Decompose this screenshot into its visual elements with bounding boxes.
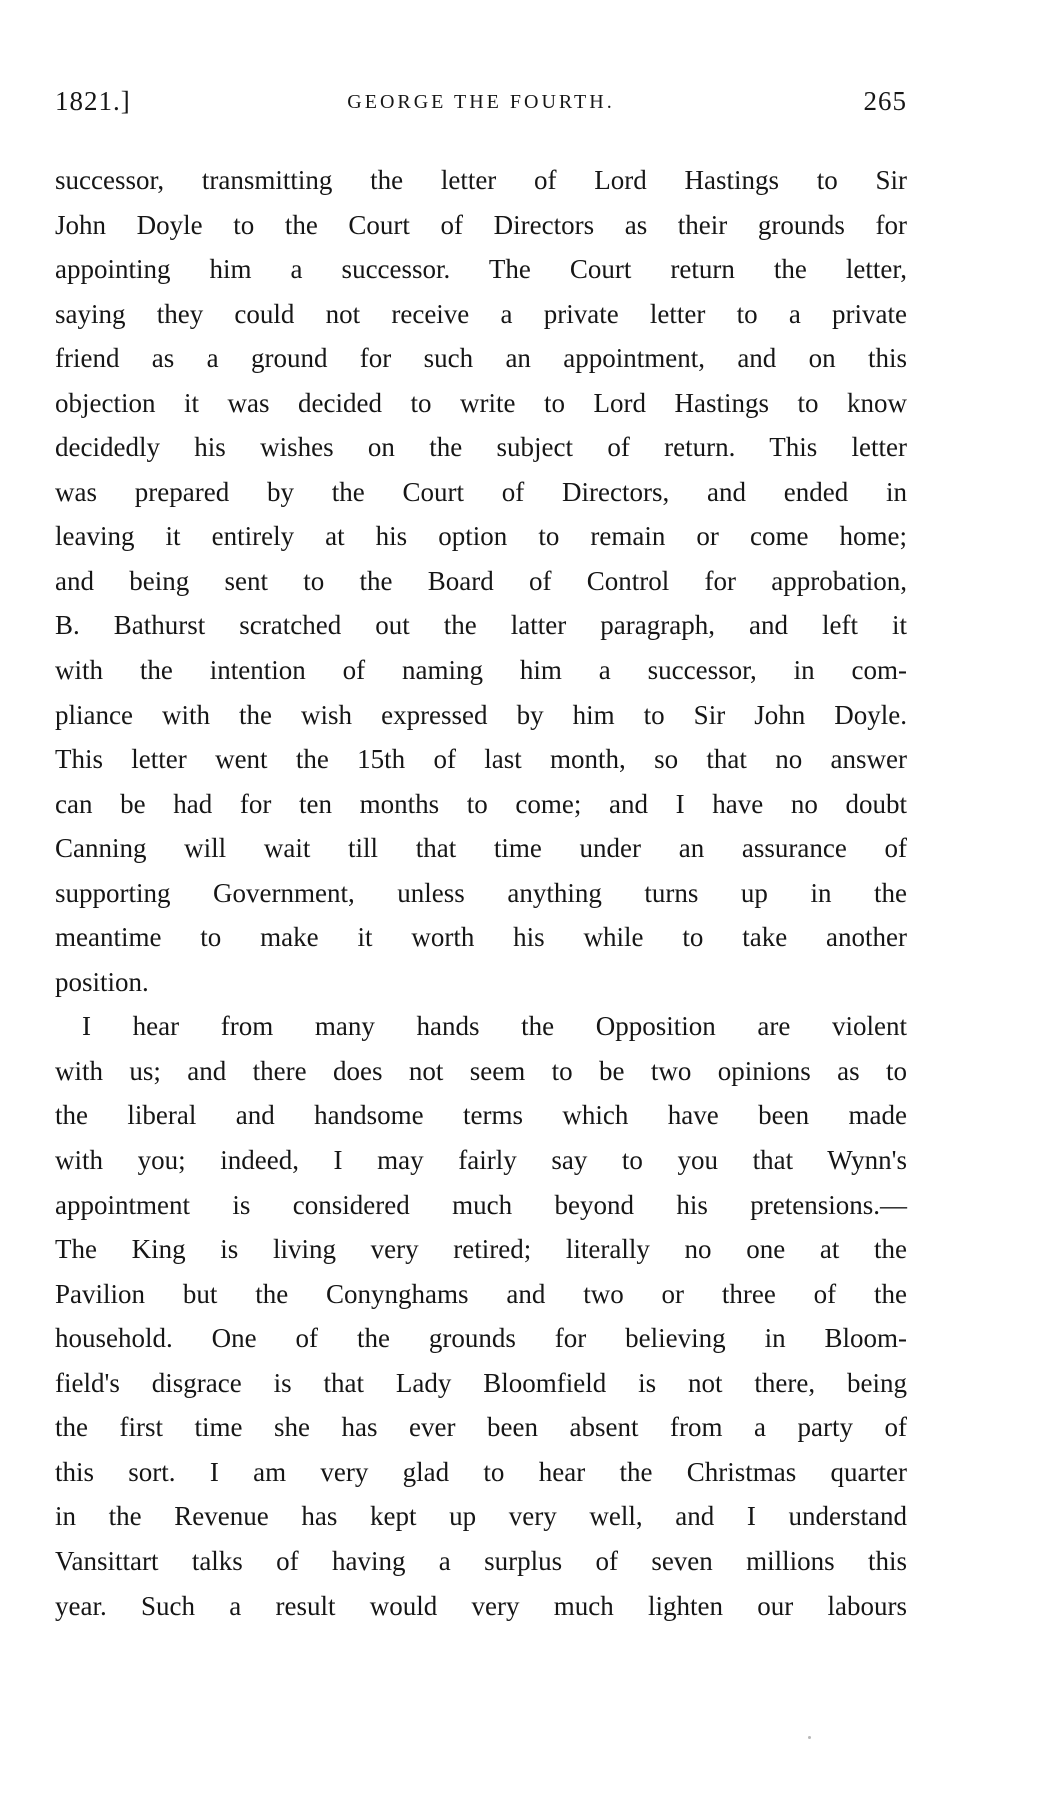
scan-speck: [808, 1736, 811, 1739]
text-line: year. Such a result would very much lighten our labours: [55, 1590, 907, 1621]
text-line: Pavilion but the Conynghams and two or three of the: [55, 1278, 907, 1309]
text-line: in the Revenue has kept up very well, and I understand: [55, 1501, 907, 1532]
text-line: with us; and there does not seem to be two opinions as to: [55, 1055, 907, 1086]
text-line: Vansittart talks of having a surplus of seven millions this: [55, 1545, 907, 1576]
text-line: with you; indeed, I may fairly say to you that Wynn's: [55, 1145, 907, 1176]
text-line: appointing him a successor. The Court return the letter,: [55, 254, 907, 285]
running-head-year: 1821.]: [55, 86, 131, 116]
paragraph-start-line: I hear from many hands the Opposition are violent: [82, 1011, 907, 1042]
paragraph-end-line: position.: [55, 966, 149, 997]
text-line: was prepared by the Court of Directors, and ended in: [55, 476, 907, 507]
text-line: saying they could not receive a private letter to a private: [55, 298, 907, 329]
text-line: John Doyle to the Court of Directors as their grounds for: [55, 209, 907, 240]
text-line: B. Bathurst scratched out the latter paragraph, and left it: [55, 610, 907, 641]
text-line: Canning will wait till that time under an assurance of: [55, 833, 907, 864]
text-line: friend as a ground for such an appointment, and on this: [55, 343, 907, 374]
text-line: meantime to make it worth his while to take another: [55, 922, 907, 953]
text-line: and being sent to the Board of Control for approbation,: [55, 565, 907, 596]
text-line: The King is living very retired; literally no one at the: [55, 1234, 907, 1265]
running-head: [55, 86, 907, 126]
text-line: This letter went the 15th of last month, so that no answer: [55, 744, 907, 775]
text-line: field's disgrace is that Lady Bloomfield is not there, being: [55, 1367, 907, 1398]
text-line: the liberal and handsome terms which have been made: [55, 1100, 907, 1131]
text-line: appointment is considered much beyond his pretensions.—: [55, 1189, 907, 1220]
text-line: the first time she has ever been absent from a party of: [55, 1412, 907, 1443]
text-line: supporting Government, unless anything turns up in the: [55, 877, 907, 908]
text-line: can be had for ten months to come; and I have no doubt: [55, 788, 907, 819]
text-line: pliance with the wish expressed by him to Sir John Doyle.: [55, 699, 907, 730]
text-line: decidedly his wishes on the subject of return. This letter: [55, 432, 907, 463]
body-text: [55, 158, 907, 1628]
text-line: leaving it entirely at his option to remain or come home;: [55, 521, 907, 552]
text-line: household. One of the grounds for believing in Bloom-: [55, 1323, 907, 1354]
running-head-title: GEORGE THE FOURTH.: [347, 91, 615, 113]
page-number: 265: [863, 86, 907, 116]
text-line: objection it was decided to write to Lord Hastings to know: [55, 387, 907, 418]
text-line: with the intention of naming him a successor, in com-: [55, 655, 907, 686]
text-line: successor, transmitting the letter of Lord Hastings to Sir: [55, 165, 907, 195]
text-line: this sort. I am very glad to hear the Christmas quarter: [55, 1456, 907, 1487]
